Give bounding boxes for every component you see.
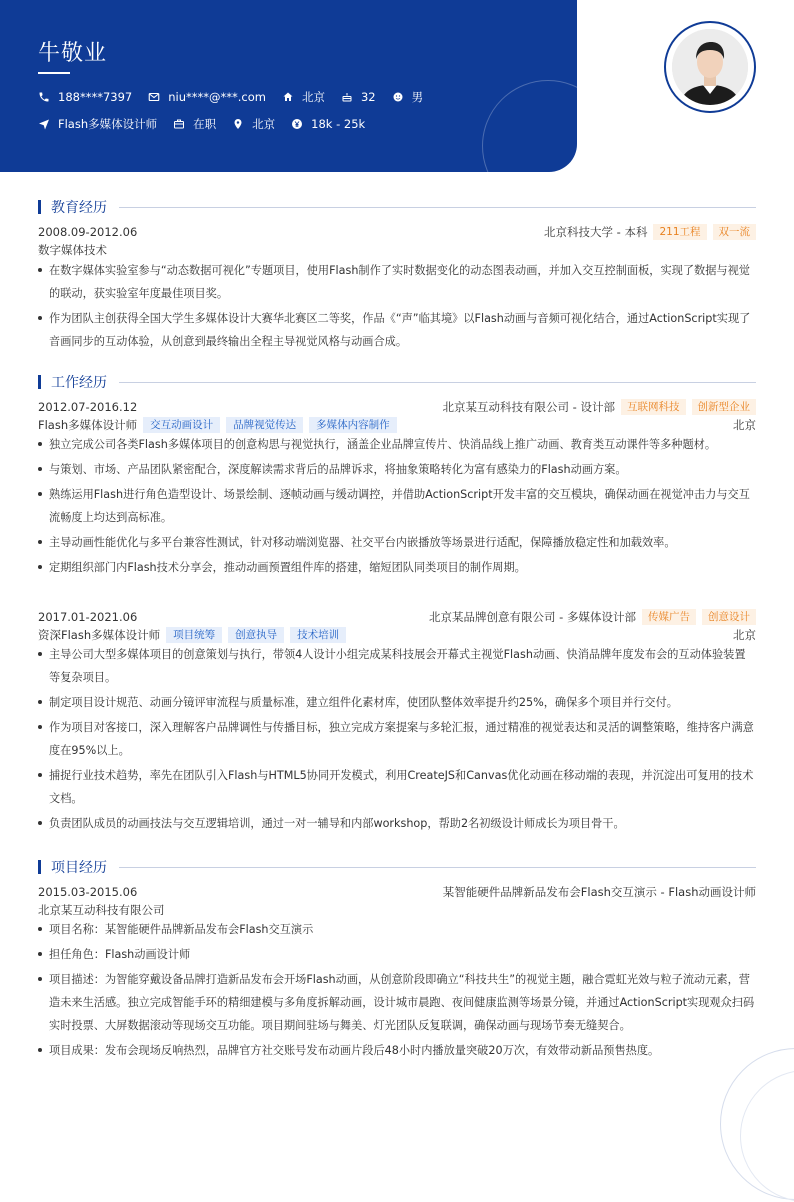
gender-text: 男	[411, 90, 424, 104]
salary-text: 18k - 25k	[311, 117, 366, 131]
section-bar	[38, 860, 41, 874]
skill-tag: 项目统筹	[166, 627, 222, 643]
skill-tag: 创意执导	[228, 627, 284, 643]
city-text: 北京	[301, 90, 325, 104]
project-date: 2015.03-2015.06	[38, 885, 138, 899]
phone-text: 188****7397	[58, 90, 133, 104]
work-date: 2017.01-2021.06	[38, 610, 138, 624]
work-company: 北京某品牌创意有限公司 - 多媒体设计部	[429, 610, 636, 624]
work-1-role	[38, 416, 756, 434]
education-major: 数字媒体技术	[38, 243, 107, 257]
education-school: 北京科技大学 - 本科	[543, 225, 648, 239]
avatar	[672, 29, 748, 105]
list-item: 担任角色：Flash动画设计师	[38, 943, 756, 966]
company-tag: 创意设计	[702, 609, 756, 625]
skill-tag: 品牌视觉传达	[226, 417, 303, 433]
gender-item	[392, 89, 424, 105]
list-item: 定期组织部门内Flash技术分享会，推动动画预置组件库的搭建，缩短团队同类项目的制作周期。	[38, 556, 756, 579]
skill-tag: 多媒体内容制作	[309, 417, 397, 433]
school-tag: 211工程	[653, 224, 706, 240]
target-job-text: Flash多媒体设计师	[58, 117, 158, 131]
list-item: 制定项目设计规范、动画分镜评审流程与质量标准，建立组件化素材库，使团队整体效率提升约25%，确保多个项目并行交付。	[38, 691, 756, 714]
gender-icon	[392, 91, 404, 103]
phone-icon	[38, 91, 50, 103]
job-intent-row	[38, 116, 381, 132]
company-tag: 创新型企业	[692, 399, 757, 415]
section-title-work: 工作经历	[51, 375, 107, 391]
company-tag: 互联网科技	[621, 399, 686, 415]
list-item: 负责团队成员的动画技法与交互逻辑培训，通过一对一辅导和内部workshop，帮助2名初级设计师成长为项目骨干。	[38, 812, 756, 835]
list-item: 项目成果：发布会现场反响热烈，品牌官方社交账号发布动画片段后48小时内播放量突破20万次，有效带动新品预售热度。	[38, 1039, 756, 1062]
status-item	[173, 116, 216, 132]
list-item: 主导动画性能优化与多平台兼容性测试，针对移动端浏览器、社交平台内嵌播放等场景进行适配，保障播放稳定性和加载效率。	[38, 531, 756, 554]
work-company: 北京某互动科技有限公司 - 设计部	[442, 400, 615, 414]
work-2-bullets	[38, 643, 756, 835]
skill-tag: 技术培训	[290, 627, 346, 643]
header-banner	[0, 0, 577, 172]
list-item: 项目描述：为智能穿戴设备品牌打造新品发布会开场Flash动画，从创意阶段即确立“科技共生”的视觉主题，融合霓虹光效与粒子流动元素，营造未来生活感。独立完成智能手环的精细建模与多角度拆解动画，设计城市晨跑、夜间健康监测等场景分镜，并通过ActionScript实现观众扫码实时投票、大屏数据滚动等现场交互功能。项目期间驻场与舞美、灯光团队反复联调，确保动画与现场节奏无缝契合。	[38, 968, 756, 1037]
section-title-project: 项目经历	[51, 860, 107, 876]
education-date: 2008.09-2012.06	[38, 225, 138, 239]
mail-icon	[148, 91, 160, 103]
list-item: 独立完成公司各类Flash多媒体项目的创意构思与视觉执行，涵盖企业品牌宣传片、快消品线上推广动画、教育类互动课件等多种题材。	[38, 433, 756, 456]
section-divider	[119, 382, 756, 383]
work-1-header	[38, 398, 756, 416]
work-2-header	[38, 608, 756, 626]
section-divider	[119, 207, 756, 208]
target-job-item	[38, 116, 157, 132]
candidate-name: 牛敬业	[38, 41, 108, 66]
project-company-row	[38, 901, 756, 919]
age-item	[341, 90, 376, 104]
work-city: 北京	[733, 418, 756, 432]
section-title-education: 教育经历	[51, 200, 107, 216]
email-item	[148, 90, 266, 104]
target-city-text: 北京	[252, 117, 276, 131]
work-title: 资深Flash多媒体设计师	[38, 628, 161, 642]
school-tag: 双一流	[713, 224, 757, 240]
salary-item	[291, 117, 365, 131]
project-header	[38, 883, 756, 901]
age-text: 32	[360, 90, 376, 104]
education-bullets	[38, 259, 756, 353]
list-item: 项目名称：某智能硬件品牌新品发布会Flash交互演示	[38, 918, 756, 941]
money-icon	[291, 118, 303, 130]
briefcase-icon	[173, 118, 185, 130]
work-title: Flash多媒体设计师	[38, 418, 138, 432]
list-item: 与策划、市场、产品团队紧密配合，深度解读需求背后的品牌诉求，将抽象策略转化为富有感染力的Flash动画方案。	[38, 458, 756, 481]
work-2-role	[38, 626, 756, 644]
project-name-role: 某智能硬件品牌新品发布会Flash交互演示 - Flash动画设计师	[442, 885, 756, 899]
list-item: 作为团队主创获得全国大学生多媒体设计大赛华北赛区二等奖，作品《“声”临其境》以Flash动画与音频可视化结合，通过ActionScript实现了音画同步的互动体验，从创意到最终输出全程主导视觉风格与动画合成。	[38, 307, 756, 353]
work-1-bullets	[38, 433, 756, 579]
skill-tag: 交互动画设计	[143, 417, 220, 433]
contact-row	[38, 89, 439, 105]
section-divider	[119, 867, 756, 868]
section-bar	[38, 375, 41, 389]
target-city-item	[232, 116, 275, 132]
section-bar	[38, 200, 41, 214]
phone-item	[38, 90, 132, 104]
section-education	[38, 197, 756, 217]
project-bullets	[38, 918, 756, 1062]
list-item: 熟练运用Flash进行角色造型设计、场景绘制、逐帧动画与缓动调控，并借助ActionScript开发丰富的交互模块，确保动画在视觉冲击力与交互流畅度上均达到高标准。	[38, 483, 756, 529]
name-underline	[38, 72, 70, 74]
list-item: 主导公司大型多媒体项目的创意策划与执行，带领4人设计小组完成某科技展会开幕式主视觉Flash动画、快消品牌年度发布会的互动体验装置等复杂项目。	[38, 643, 756, 689]
project-company: 北京某互动科技有限公司	[38, 903, 165, 917]
section-project	[38, 857, 756, 877]
list-item: 在数字媒体实验室参与“动态数据可视化”专题项目，使用Flash制作了实时数据变化的动态图表动画，并加入交互控制面板，实现了数据与视觉的联动，获实验室年度最佳项目奖。	[38, 259, 756, 305]
section-work	[38, 372, 756, 392]
cake-icon	[341, 91, 353, 103]
education-major-row	[38, 241, 756, 259]
education-header	[38, 223, 756, 241]
status-text: 在职	[193, 117, 217, 131]
work-date: 2012.07-2016.12	[38, 400, 138, 414]
location-icon	[232, 118, 244, 130]
city-item	[282, 89, 325, 105]
decorative-circle	[482, 80, 577, 172]
work-city: 北京	[733, 628, 756, 642]
send-icon	[38, 118, 50, 130]
list-item: 捕捉行业技术趋势，率先在团队引入Flash与HTML5协同开发模式，利用CreateJS和Canvas优化动画在移动端的表现，并沉淀出可复用的技术文档。	[38, 764, 756, 810]
email-text: niu****@***.com	[168, 90, 266, 104]
company-tag: 传媒广告	[642, 609, 696, 625]
home-icon	[282, 91, 294, 103]
avatar-frame	[664, 21, 756, 113]
list-item: 作为项目对客接口，深入理解客户品牌调性与传播目标，独立完成方案提案与多轮汇报，通过精准的视觉表达和灵活的调整策略，维持客户满意度在95%以上。	[38, 716, 756, 762]
